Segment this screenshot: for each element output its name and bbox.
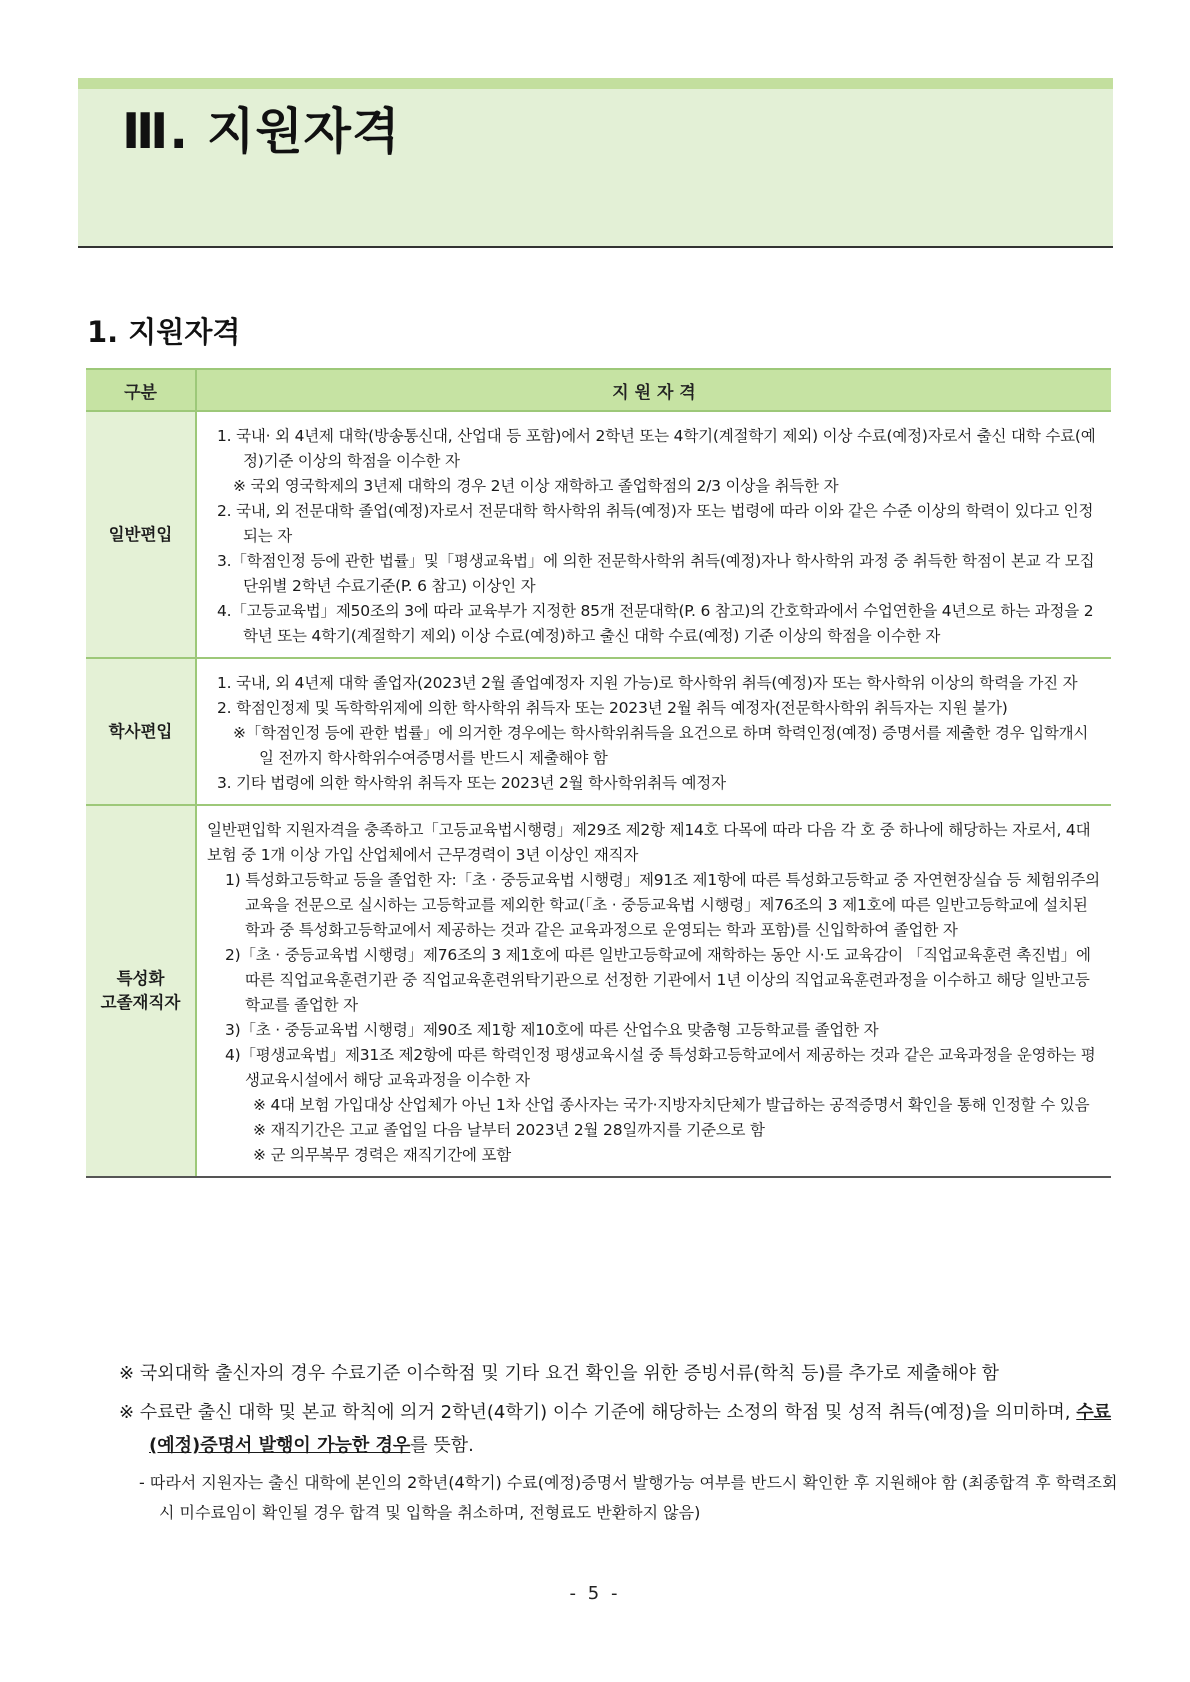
qualification-item: 3. 기타 법령에 의한 학사학위 취득자 또는 2023년 2월 학사학위취득 예정자 xyxy=(217,774,726,792)
qualification-item: ※ 4대 보험 가입대상 산업체가 아닌 1차 산업 종사자는 국가·지방자치단체가 발급하는 공적증명서 확인을 통해 인정할 수 있음 xyxy=(253,1096,1090,1114)
note-completion-tail: 를 뜻함. xyxy=(410,1435,474,1456)
note-completion-text: ※ 수료란 출신 대학 및 본교 학칙에 의거 2학년(4학기) 이수 기준에 해당하는 소정의 학점 및 성적 취득(예정)을 의미하며, xyxy=(119,1402,1077,1423)
qualification-item: 3)「초 · 중등교육법 시행령」제90조 제1항 제10호에 따른 산업수요 맞춤형 고등학교를 졸업한 자 xyxy=(225,1021,879,1039)
qualification-item: ※ 군 의무복무 경력은 재직기간에 포함 xyxy=(253,1146,512,1164)
note-completion-definition xyxy=(119,1396,1119,1462)
qualification-item: 1. 국내· 외 4년제 대학(방송통신대, 산업대 등 포함)에서 2학년 또는 4학기(계절학기 제외) 이상 수료(예정)자로서 출신 대학 수료(예정)기준 이상의 학점을 이수한 자 xyxy=(217,427,1096,470)
table-row xyxy=(86,658,1111,805)
header-qualification: 지 원 자 격 xyxy=(196,369,1111,411)
qualification-item: 2)「초 · 중등교육법 시행령」제76조의 3 제1호에 따른 일반고등학교에 재학하는 동안 시·도 교육감이 「직업교육훈련 촉진법」에 따른 직업교육훈련기관 중 직업교육훈련위탁기관으로 선정한 기관에서 1년 이상의 직업교육훈련과정을 이수하고 해당 일반고등학교를 졸업한 자 xyxy=(225,946,1091,1014)
section-title: 1. 지원자격 xyxy=(87,315,241,349)
row-category-label: 특성화 고졸재직자 xyxy=(100,969,181,1012)
note-verification-warning: - 따라서 지원자는 출신 대학에 본인의 2학년(4학기) 수료(예정)증명서 발행가능 여부를 반드시 확인한 후 지원해야 함 (최종합격 후 학력조회 시 미수료임이 확인될 경우 합격 및 입학을 취소하며, 전형료도 반환하지 않음) xyxy=(139,1473,1118,1522)
qualification-item: 일반편입학 지원자격을 충족하고「고등교육법시행령」제29조 제2항 제14호 다목에 따라 다음 각 호 중 하나에 해당하는 자로서, 4대 보험 중 1개 이상 가입 산업체에서 근무경력이 3년 이상인 재직자 xyxy=(207,821,1091,864)
row-category-label: 일반편입 xyxy=(108,524,173,544)
notes-section xyxy=(119,1357,1119,1528)
note-foreign-university: ※ 국외대학 출신자의 경우 수료기준 이수학점 및 기타 요건 확인을 위한 증빙서류(학칙 등)를 추가로 제출해야 함 xyxy=(119,1363,1000,1384)
qualification-item: 1) 특성화고등학교 등을 졸업한 자:「초 · 중등교육법 시행령」제91조 제1항에 따른 특성화고등학교 중 자연현장실습 등 체험위주의 교육을 전문으로 실시하는 고등학교를 제외한 학교(「초 · 중등교육법 시행령」제76조의 3 제1호에 따른 일반고등학교에 설치된 학과 중 특성화고등학교에서 제공하는 것과 같은 교육과정으로 운영되는 학과 포함)를 신입학하여 졸업한 자 xyxy=(225,871,1100,939)
note-completion-emphasis: 수료(예정)증명서 발행이 가능한 경우 xyxy=(149,1402,1112,1456)
chapter-header-box xyxy=(78,78,1113,248)
row-category-label: 학사편입 xyxy=(108,721,173,741)
table-row xyxy=(86,805,1111,1177)
row-qualifications xyxy=(196,805,1111,1177)
qualification-item: ※ 국외 영국학제의 3년제 대학의 경우 2년 이상 재학하고 졸업학점의 2/3 이상을 취득한 자 xyxy=(233,477,839,495)
table-row xyxy=(86,411,1111,658)
row-category xyxy=(86,658,196,805)
qualification-item: 1. 국내, 외 4년제 대학 졸업자(2023년 2월 졸업예정자 지원 가능)로 학사학위 취득(예정)자 또는 학사학위 이상의 학력을 가진 자 xyxy=(217,674,1078,692)
row-qualifications xyxy=(196,658,1111,805)
page-number: - 5 - xyxy=(569,1583,621,1604)
row-category xyxy=(86,805,196,1177)
qualification-item: ※「학점인정 등에 관한 법률」에 의거한 경우에는 학사학위취득을 요건으로 하며 학력인정(예정) 증명서를 제출한 경우 입학개시일 전까지 학사학위수여증명서를 반드시 제출해야 함 xyxy=(233,724,1089,767)
row-qualifications xyxy=(196,411,1111,658)
table-header-row xyxy=(86,369,1111,411)
qualification-item: 4)「평생교육법」제31조 제2항에 따른 학력인정 평생교육시설 중 특성화고등학교에서 제공하는 것과 같은 교육과정을 운영하는 평생교육시설에서 해당 교육과정을 이수한 자 xyxy=(225,1046,1096,1089)
qualification-item: 4.「고등교육법」제50조의 3에 따라 교육부가 지정한 85개 전문대학(P. 6 참고)의 간호학과에서 수업연한을 4년으로 하는 과정을 2학년 또는 4학기(계절학기 제외) 이상 수료(예정)하고 출신 대학 수료(예정) 기준 이상의 학점을 이수한 자 xyxy=(217,602,1094,645)
qualification-table xyxy=(86,368,1111,1178)
qualification-item: 2. 국내, 외 전문대학 졸업(예정)자로서 전문대학 학사학위 취득(예정)자 또는 법령에 따라 이와 같은 수준 이상의 학력이 있다고 인정되는 자 xyxy=(217,502,1094,545)
qualification-item: ※ 재직기간은 고교 졸업일 다음 날부터 2023년 2월 28일까지를 기준으로 함 xyxy=(253,1121,765,1139)
qualification-item: 3.「학점인정 등에 관한 법률」및「평생교육법」에 의한 전문학사학위 취득(예정)자나 학사학위 과정 중 취득한 학점이 본교 각 모집단위별 2학년 수료기준(P. 6 참고) 이상인 자 xyxy=(217,552,1095,595)
qualification-item: 2. 학점인정제 및 독학학위제에 의한 학사학위 취득자 또는 2023년 2월 취득 예정자(전문학사학위 취득자는 지원 불가) xyxy=(217,699,1008,717)
header-category: 구분 xyxy=(86,369,196,411)
row-category xyxy=(86,411,196,658)
chapter-title: Ⅲ. 지원자격 xyxy=(122,103,401,160)
